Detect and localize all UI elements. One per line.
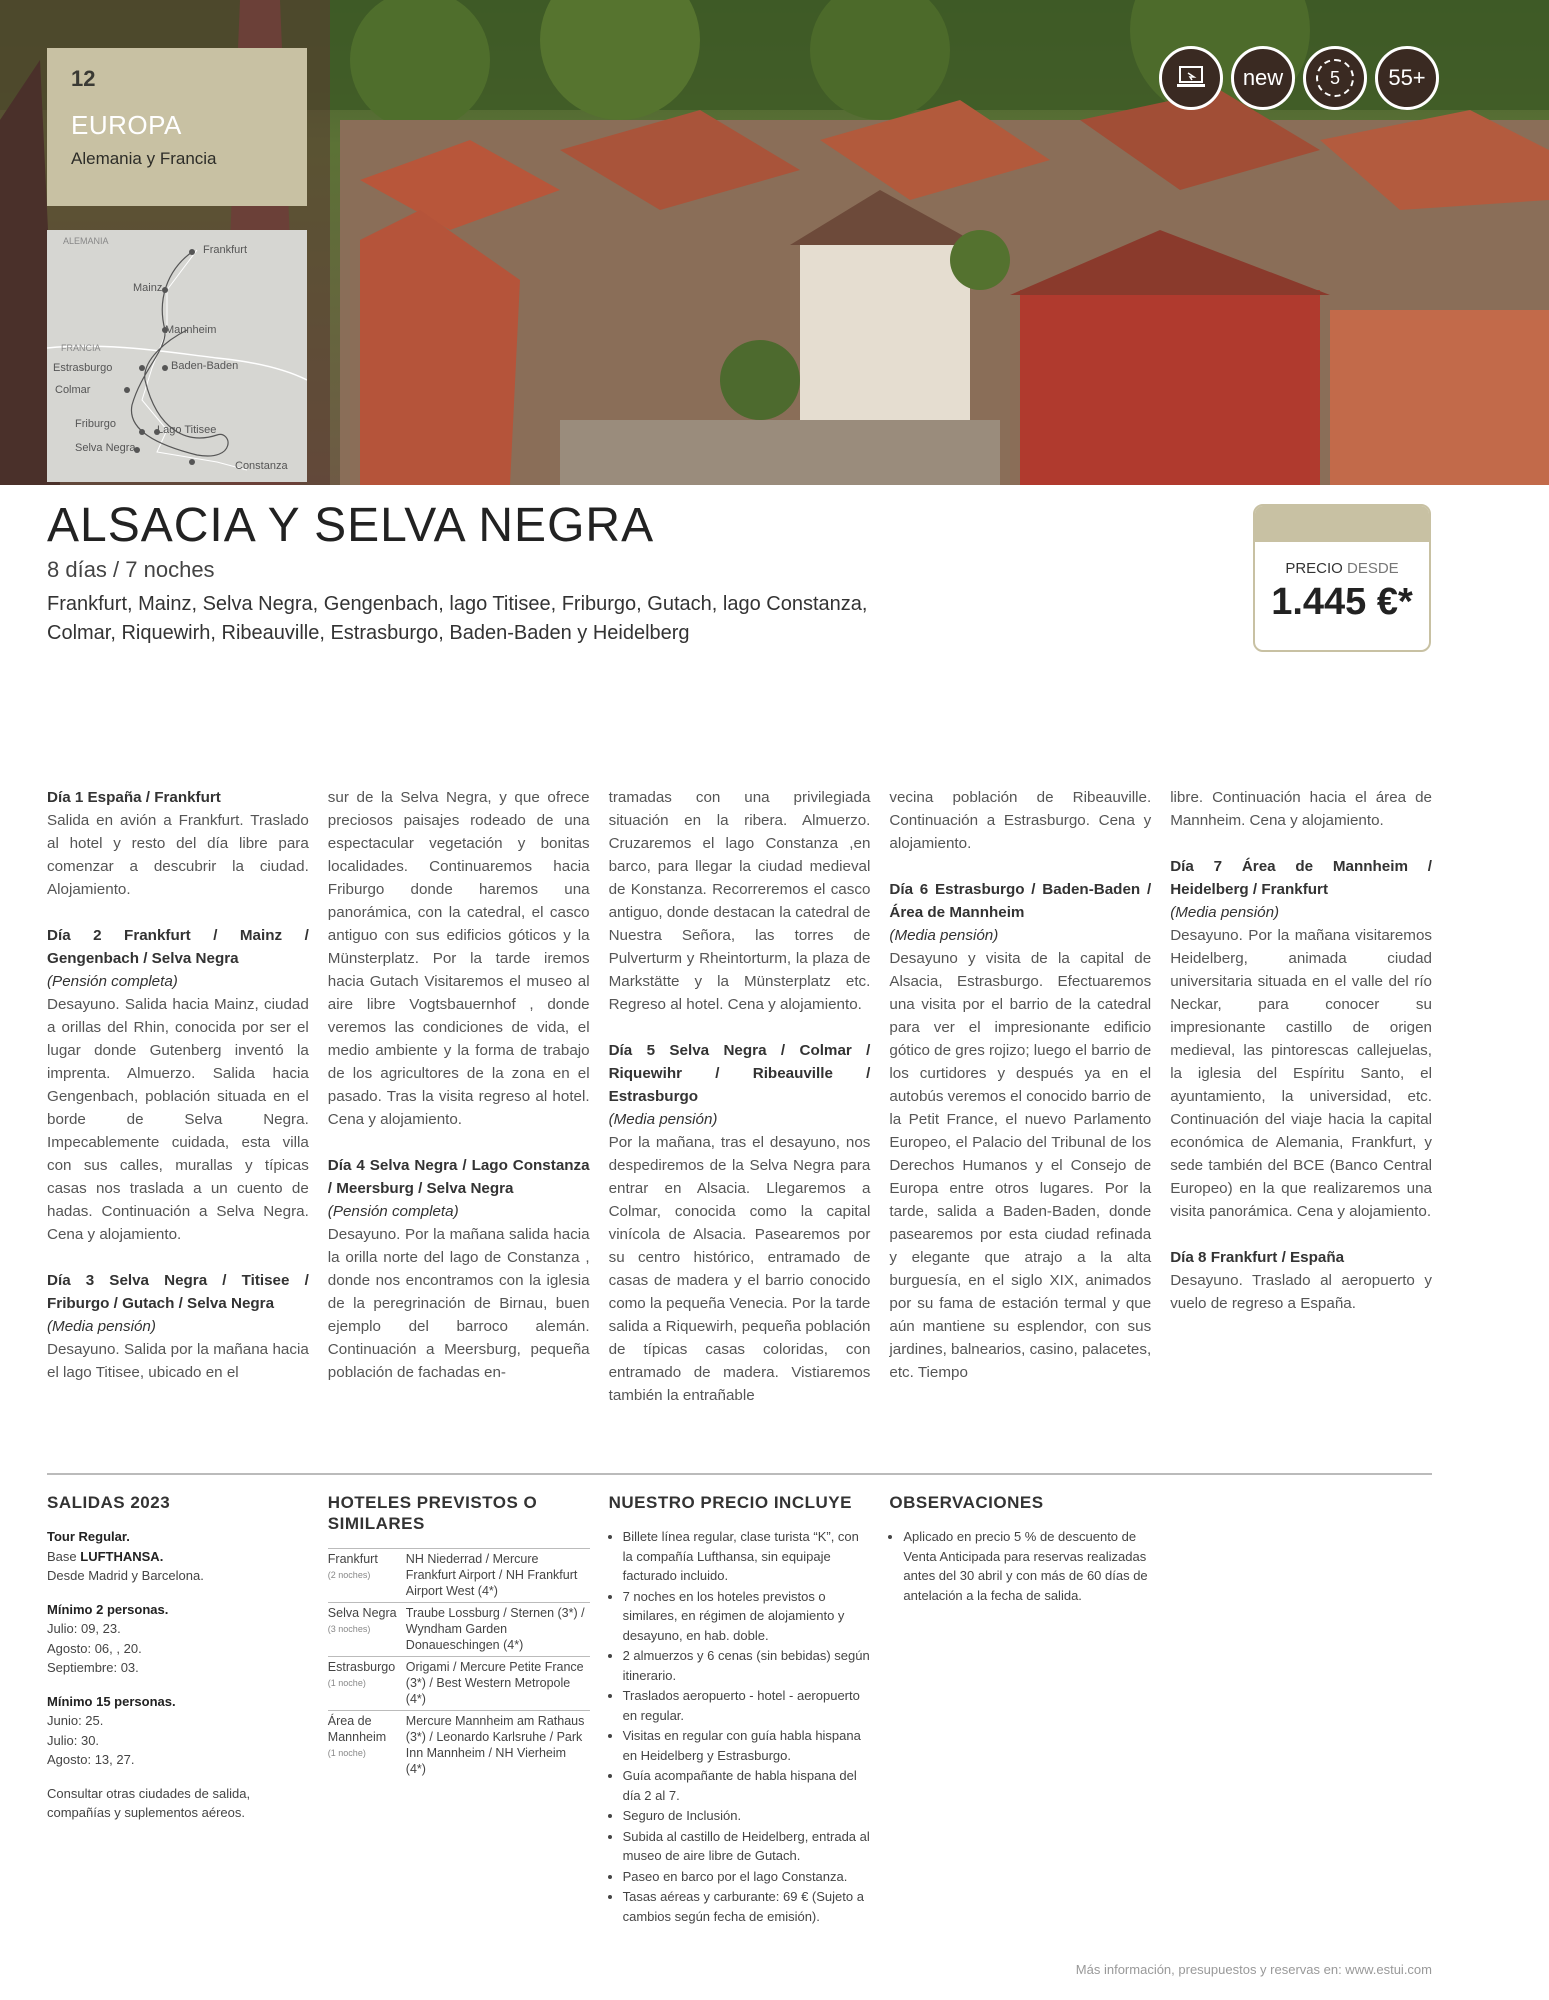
group-title: Mínimo 15 personas. bbox=[47, 1693, 176, 1709]
itinerary-day bbox=[47, 786, 309, 901]
list-item: • Billete línea regular, clase turista “K”, con la compañía Lufthansa, sin equipaje facturado incluido. bbox=[623, 1527, 871, 1586]
tour-type: Tour Regular. bbox=[47, 1529, 130, 1544]
list-item: • Subida al castillo de Heidelberg, entrada al museo de aire libre de Gutach. bbox=[623, 1827, 871, 1866]
day-meal-plan: (Media pensión) bbox=[608, 1111, 718, 1128]
hotel-city: Selva Negra bbox=[327, 1606, 397, 1620]
hotel-city-cell bbox=[328, 1657, 406, 1711]
map-city-label: Selva Negra bbox=[75, 442, 136, 454]
map-city-label: Colmar bbox=[55, 384, 91, 396]
price-label-main: PRECIO bbox=[1285, 560, 1343, 577]
map-country-label: FRANCIA bbox=[61, 343, 101, 353]
observations-heading: OBSERVACIONES bbox=[889, 1493, 1044, 1512]
itinerary-column bbox=[609, 786, 871, 1407]
day-heading: Día 2 Frankfurt / Mainz / Gengenbach / Selva Negra bbox=[47, 927, 309, 967]
table-row bbox=[328, 1603, 590, 1657]
map-country-label: ALEMANIA bbox=[63, 236, 109, 246]
map-city-label: Frankfurt bbox=[203, 244, 248, 256]
route-map bbox=[47, 230, 307, 482]
hotel-city-cell bbox=[328, 1711, 406, 1781]
section-divider bbox=[47, 1473, 1432, 1475]
day-meal-plan: (Pensión completa) bbox=[47, 973, 178, 990]
price-label-suffix: DESDE bbox=[1347, 560, 1399, 577]
day-text: Desayuno y visita de la capital de Alsacia, Estrasburgo. Efectuaremos una visita por el barrio de la catedral para ver el impresionante edificio gótico de gres rojizo; luego el barrio de los curtidores y después ya en el autobús veremos el conocido barrio de la Petit France, el nuevo Parlamento Europeo, el Palacio del Tribunal de los Derechos Humanos y el Consejo de Europa entre otros lugares. Por la tarde, salida a Baden-Baden, donde pasearemos por esta ciudad refinada y elegante que atrajo a la alta burguesía, en el siglo XIX, animados por su fama de estación termal y que aún mantiene su esplendor, con sus jardines, balnearios, casino, palacetes, etc. Tiempo bbox=[889, 950, 1152, 1381]
page-number: 12 bbox=[71, 66, 96, 91]
date-line: Julio: 09, 23. bbox=[47, 1621, 121, 1636]
day-meal-plan: (Pensión completa) bbox=[327, 1203, 459, 1220]
itinerary-day bbox=[1170, 1246, 1432, 1315]
itinerary-day bbox=[1170, 855, 1432, 1223]
laptop-icon bbox=[1159, 46, 1223, 110]
hotel-names: Traube Lossburg / Sternen (3*) / Wyndham Garden Donaueschingen (4*) bbox=[406, 1603, 590, 1657]
map-city-label: Mannheim bbox=[165, 324, 217, 336]
itinerary-column bbox=[889, 786, 1151, 1407]
hotel-nights: (2 noches) bbox=[327, 1570, 371, 1580]
itinerary-column bbox=[328, 786, 590, 1407]
day-heading: Día 3 Selva Negra / Titisee / Friburgo / Gutach / Selva Negra bbox=[47, 1272, 309, 1312]
day-text: Salida en avión a Frankfurt. Traslado al hotel y resto del día libre para comenzar a descubrir la ciudad. Alojamiento. bbox=[47, 812, 309, 898]
day-heading: Día 1 España / Frankfurt bbox=[47, 789, 221, 806]
list-item: • Aplicado en precio 5 % de descuento de Venta Anticipada para reservas realizadas antes del 30 abril y con más de 60 días de antelación a la fecha de salida. bbox=[903, 1527, 1151, 1605]
includes-heading: NUESTRO PRECIO INCLUYE bbox=[608, 1493, 852, 1512]
day-text: libre. Continuación hacia el área de Mannheim. Cena y alojamiento. bbox=[1170, 789, 1432, 829]
hotel-city: Estrasburgo bbox=[327, 1660, 396, 1674]
list-item: • Visitas en regular con guía habla hispana en Heidelberg y Estrasburgo. bbox=[623, 1726, 871, 1765]
day-text: Desayuno. Por la mañana visitaremos Heidelberg, animada ciudad universitaria situada en el valle del río Neckar, para conocer su impresionante castillo de origen medieval, las pintorescas callejuelas, la iglesia del Espíritu Santo, el ayuntamiento, la universidad, etc. Continuación del viaje hacia la capital económica de Alemania, Frankfurt, y sede también del BCE (Banco Central Europeo) en la que realizaremos una visita panorámica. Cena y alojamiento. bbox=[1170, 927, 1432, 1220]
itinerary-day bbox=[1170, 786, 1432, 832]
day-text: Desayuno. Por la mañana salida hacia la orilla norte del lago de Constanza , donde nos encontramos con la iglesia de la peregrinación de Birnau, buen ejemplo del barroco alemán. Continuación a Meersburg, pequeña población de fachadas en- bbox=[327, 1226, 590, 1381]
itinerary-day bbox=[47, 1269, 309, 1384]
list-item: • 7 noches en los hoteles previstos o similares, en régimen de alojamiento y desayuno, en hab. doble. bbox=[623, 1587, 871, 1646]
table-row bbox=[328, 1549, 590, 1603]
map-city-label: Estrasburgo bbox=[53, 362, 113, 374]
group-title: Mínimo 2 personas. bbox=[47, 1601, 169, 1617]
hotel-names: Mercure Mannheim am Rathaus (3*) / Leonardo Karlsruhe / Park Inn Mannheim / NH Vierheim (4*) bbox=[406, 1711, 590, 1781]
hotels-table bbox=[328, 1548, 590, 1780]
base-value: LUFTHANSA. bbox=[80, 1548, 164, 1564]
table-row bbox=[328, 1711, 590, 1781]
tour-title: ALSACIA Y SELVA NEGRA bbox=[47, 499, 655, 552]
hotels-heading: HOTELES PREVISTOS O SIMILARES bbox=[327, 1493, 538, 1533]
list-item: • Paseo en barco por el lago Constanza. bbox=[623, 1867, 871, 1887]
map-city-label: Lago Titisee bbox=[157, 424, 217, 436]
itinerary-day bbox=[328, 786, 590, 1131]
day-text: tramadas con una privilegiada situación en la ribera. Almuerzo. Cruzaremos el lago Constanza ,en barco, para llegar la ciudad medieval de Konstanza. Recorreremos el casco antiguo, donde destacan la catedral de Nuestra Señora, las torres de Pulverturm y Rheintorturm, la plaza de Markstätte y la Münsterplatz etc. Regreso al hotel. Cena y alojamiento. bbox=[608, 789, 871, 1013]
day-meal-plan: (Media pensión) bbox=[889, 927, 999, 944]
day-meal-plan: (Media pensión) bbox=[47, 1318, 156, 1335]
itinerary-day bbox=[47, 924, 309, 1246]
observations-list bbox=[889, 1527, 1151, 1605]
price-box bbox=[1253, 504, 1431, 652]
date-line: Agosto: 13, 27. bbox=[47, 1752, 135, 1767]
day-text: Desayuno. Salida hacia Mainz, ciudad a orillas del Rhin, conocida por ser el lugar donde Gutenberg inventó la imprenta. Almuerzo. Salida hacia Gengenbach, población situada en el borde de Selva Negra. Impecablemente cuidada, esta villa con sus calles, murallas y típicas casas nos traslada a un cuento de hadas. Continuación a Selva Negra. Cena y alojamiento. bbox=[47, 996, 309, 1243]
includes-block bbox=[609, 1492, 871, 1927]
day-meal-plan: (Media pensión) bbox=[1170, 904, 1280, 921]
tour-duration: 8 días / 7 noches bbox=[47, 557, 215, 582]
group-dates bbox=[47, 1692, 309, 1770]
day-text: Por la mañana, tras el desayuno, nos despediremos de la Selva Negra para entrar en Alsacia. Llegaremos a Colmar, conocida como la capital vinícola de Alsacia. Pasearemos por su centro histórico, entramado de casas de madera y el barrio conocido como la pequeña Venecia. Por la tarde salida a Riquewirh, pequeña población de típicas casas coloridas, con entramado de madera. Vistiaremos también la entrañable bbox=[608, 1134, 871, 1404]
five-percent-icon bbox=[1303, 46, 1367, 110]
region-tag bbox=[47, 48, 307, 206]
date-line: Agosto: 06, , 20. bbox=[47, 1640, 142, 1656]
date-line: Julio: 30. bbox=[47, 1732, 100, 1748]
observations-block bbox=[889, 1492, 1151, 1927]
list-item: • 2 almuerzos y 6 cenas (sin bebidas) según itinerario. bbox=[623, 1646, 871, 1685]
salidas-heading: SALIDAS 2023 bbox=[47, 1493, 171, 1512]
table-row bbox=[328, 1657, 590, 1711]
hotel-city-cell bbox=[328, 1603, 406, 1657]
price-value: 1.445 €* bbox=[1271, 581, 1413, 623]
includes-list bbox=[609, 1527, 871, 1926]
list-item: • Traslados aeropuerto - hotel - aeropuerto en regular. bbox=[623, 1686, 871, 1725]
date-line: Junio: 25. bbox=[47, 1713, 104, 1728]
price-band bbox=[1255, 506, 1429, 542]
group-dates bbox=[47, 1600, 309, 1678]
day-text: vecina población de Ribeauville. Continuación a Estrasburgo. Cena y alojamiento. bbox=[889, 789, 1152, 852]
itinerary-day bbox=[609, 786, 871, 1016]
itinerary-day bbox=[609, 1039, 871, 1407]
day-text: sur de la Selva Negra, y que ofrece preciosos paisajes rodeado de una espectacular vegetación y bonitas localidades. Continuaremos hacia Friburgo donde haremos una panorámica, con la catedral, el casco antiguo con sus edificios góticos y la Münsterplatz. Por la tarde iremos hacia Gutach Visitaremos el museo al aire libre Vogtsbauernhof , donde veremos las condiciones de vida, el medio ambiente y la forma de trabajo de los agricultores de la zona en el pasado. Tras la visita regreso al hotel. Cena y alojamiento. bbox=[327, 789, 590, 1128]
empty-column bbox=[1170, 1492, 1432, 1927]
itinerary bbox=[47, 786, 1432, 1407]
hotel-nights: (1 noche) bbox=[327, 1678, 366, 1688]
list-item: • Guía acompañante de habla hispana del día 2 al 7. bbox=[623, 1766, 871, 1805]
itinerary-day bbox=[328, 1154, 590, 1384]
five-percent-label: 5 bbox=[1316, 59, 1354, 97]
date-line: Septiembre: 03. bbox=[47, 1660, 139, 1675]
tour-cities: Frankfurt, Mainz, Selva Negra, Gengenbach, lago Titisee, Friburgo, Gutach, lago Constanza, Colmar, Riquewirh, Ribeauville, Estrasburgo, Baden-Baden y Heidelberg bbox=[47, 593, 868, 644]
hotels-block bbox=[328, 1492, 590, 1927]
day-heading: Día 7 Área de Mannheim / Heidelberg / Frankfurt bbox=[1170, 858, 1432, 898]
itinerary-day bbox=[889, 878, 1151, 1384]
day-heading: Día 6 Estrasburgo / Baden-Baden / Área de Mannheim bbox=[889, 881, 1152, 921]
list-item: • Seguro de Inclusión. bbox=[623, 1806, 871, 1826]
hotel-city-cell bbox=[328, 1549, 406, 1603]
salidas-block bbox=[47, 1492, 309, 1927]
hotel-names: Origami / Mercure Petite France (3*) / Best Western Metropole (4*) bbox=[406, 1657, 590, 1711]
salidas-intro bbox=[47, 1527, 309, 1586]
hotel-names: NH Niederrad / Mercure Frankfurt Airport / NH Frankfurt Airport West (4*) bbox=[406, 1549, 590, 1603]
footer-note: Más información, presupuestos y reservas en: www.estui.com bbox=[1075, 1962, 1432, 1977]
list-item: • Tasas aéreas y carburante: 69 € (Sujeto a cambios según fecha de emisión). bbox=[623, 1887, 871, 1926]
origin-text: Desde Madrid y Barcelona. bbox=[47, 1568, 204, 1583]
map-city-label: Mainz bbox=[133, 282, 163, 294]
day-text: Desayuno. Salida por la mañana hacia el lago Titisee, ubicado en el bbox=[47, 1341, 309, 1381]
day-heading: Día 4 Selva Negra / Lago Constanza / Meersburg / Selva Negra bbox=[327, 1157, 590, 1197]
base-label: Base bbox=[47, 1548, 77, 1564]
region-label: EUROPA bbox=[71, 110, 182, 140]
day-text: Desayuno. Traslado al aeropuerto y vuelo de regreso a España. bbox=[1170, 1272, 1432, 1312]
salidas-note: Consultar otras ciudades de salida, compañías y suplementos aéreos. bbox=[47, 1785, 251, 1820]
countries-label: Alemania y Francia bbox=[71, 149, 217, 168]
hotel-nights: (1 noche) bbox=[327, 1748, 366, 1758]
day-heading: Día 8 Frankfurt / España bbox=[1170, 1249, 1345, 1266]
day-heading: Día 5 Selva Negra / Colmar / Riquewihr / Ribeauville / Estrasburgo bbox=[608, 1042, 871, 1105]
itinerary-day bbox=[889, 786, 1151, 855]
itinerary-column bbox=[1170, 786, 1432, 1407]
itinerary-column bbox=[47, 786, 309, 1407]
hotel-nights: (3 noches) bbox=[327, 1624, 371, 1634]
hotel-city: Área de Mannheim bbox=[327, 1714, 387, 1744]
senior-badge: 55+ bbox=[1375, 46, 1439, 110]
feature-badges bbox=[1159, 46, 1439, 110]
map-city-label: Baden-Baden bbox=[171, 360, 239, 372]
new-badge: new bbox=[1231, 46, 1295, 110]
hotel-city: Frankfurt bbox=[327, 1552, 378, 1566]
map-city-label: Constanza bbox=[235, 460, 288, 472]
map-city-label: Friburgo bbox=[75, 418, 116, 430]
price-label bbox=[1255, 560, 1429, 577]
info-section bbox=[47, 1492, 1432, 1927]
